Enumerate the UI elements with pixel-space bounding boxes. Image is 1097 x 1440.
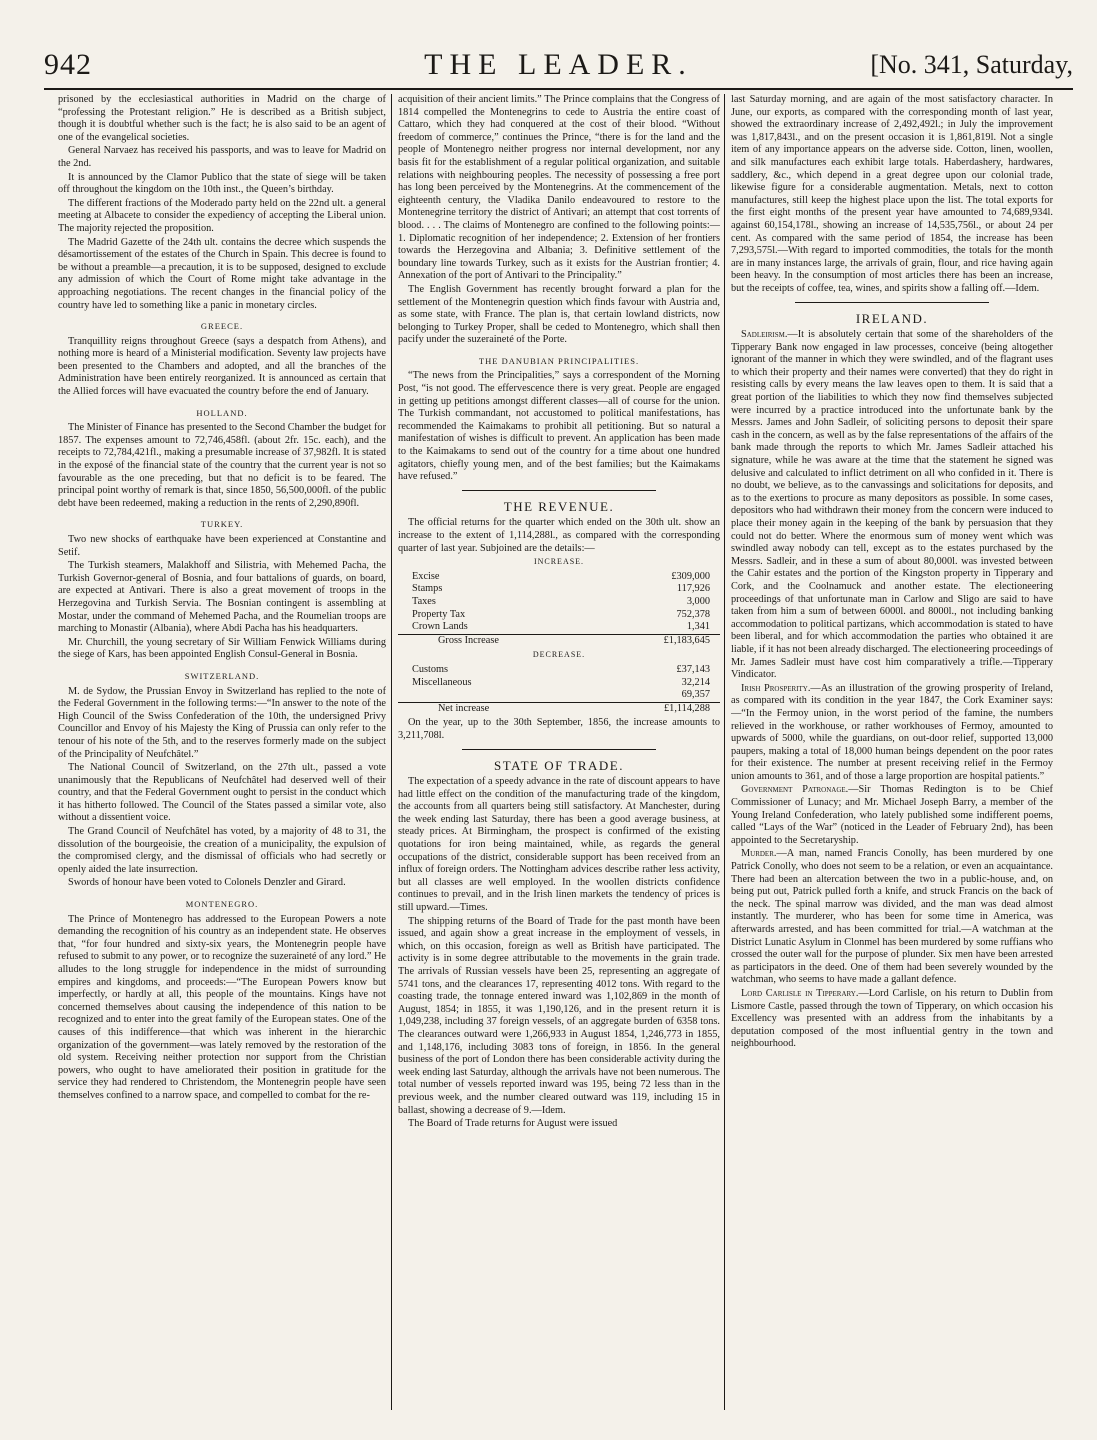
item-lead: Murder. (741, 848, 777, 860)
article-paragraph: The Board of Trade returns for August were issued (408, 1118, 618, 1130)
decrease-item: Miscellaneous (412, 676, 472, 688)
article-paragraph: M. de Sydow, the Prussian Envoy in Switzerland has replied to the note of the Federal Government in the following terms:—“In answer to the note of the High Council of the Swiss Confederation of the 10th, the undersigned Privy Councillor and Envoy of his Majesty the King of Prussia can only refer to the tenour of his note of the 5th, and to the reserves formerly made on the subject of the Principality of Neufchâtel.” (58, 685, 386, 760)
section-heading-revenue: THE REVENUE. (503, 498, 615, 514)
article-paragraph: The official returns for the quarter which ended on the 30th ult. show an increase to the extent of 1,114,288l., as compared with the corresponding quarter of last year. Subjoined are the details:— (398, 517, 720, 554)
net-row (398, 702, 720, 715)
item-lead: Irish Prosperity. (741, 682, 811, 694)
article-paragraph (731, 683, 1053, 784)
item-lead: Lord Carlisle in Tipperary. (741, 987, 859, 999)
article-paragraph: The English Government has recently brought forward a plan for the settlement of the Montenegrin question which finds favour with Austria and, as some state, with France. The plan is, that certain lowland districts, now belonging to Turkey Proper, shall be ceded to Montenegro, which shall then pacify under the suzeraineté of the Porte. (398, 283, 720, 346)
increase-heading: INCREASE. (533, 557, 585, 567)
item-lead: Sadleirism. (741, 329, 788, 341)
masthead-rule (44, 88, 1073, 90)
item-body: —Lord Carlisle, on his return to Dublin from Lismore Castle, passed through the town of Tipperary, on which occasion his Excellency was presented with an address from the inhabitants by a deputation composed of the most influential gentry in the town and neighbourhood. (731, 987, 1053, 1050)
article-paragraph (731, 848, 1053, 987)
article-paragraph (731, 329, 1053, 682)
decrease-item: Customs (412, 663, 449, 675)
item-body: —It is absolutely certain that some of the shareholders of the Tipperary Bank now engaged in law processes, conceive (being altogether ignorant of the manner in which they were swindled, and of the flagrant uses to which their property and their names were converted) that they do right in resisting calls by every means the law leaves open to them. It is said that a great portion of the liabilities to which they now find themselves subjected were incurred by a practice introduced into the unfortunate bank by the Messrs. James and John Sadleir, of soliciting persons to deposit their spare cash in the concern, as well as by the false representations of the affairs of the bank made through the reports to which Mr. James Sadleir attached his signature, while he was aware at the time that the statement he signed was delusive and calculated to inflict detriment on all who confided in it. There is no doubt, we believe, as to the canvassings and solicitations for deposits, and as to the exertions to procure as many depositors as possible. In some cases, depositors who had withdrawn their money from the concern were induced to place their money again in the keeping of the bank by persuasion that they could not do better. Where the enormous sum of money went which was swindled away nobody can tell, except as to the estates purchased by the Messrs. Sadleir, and in these a sum of about 80,000l. was invested between the Cahir estates and the portion of the Kingston property in Tipperary and Cork, and the Coolnamuck and another estate. The electioneering proceedings of that unfortunate man in Carlow and Sligo are said to have taken from him a sum of between 6000l. and 8000l., not including banking accommodation to political partizans, which accommodation is stated to have been liberal, and for which accommodation the parties who obtained it are liable, if it has not been already discharged. The electioneering proceedings of Mr. James Sadleir must have cost him comparatively a trifle.—Tipperary Vindicator. (731, 329, 1053, 681)
article-paragraph: Two new shocks of earthquake have been experienced at Constantine and Setif. (58, 534, 386, 558)
item-body: —Sir Thomas Redington is to be Chief Commissioner of Lunacy; and Mr. Michael Joseph Barry, a member of the Young Ireland Confederation, who lately published some indifferent poems, called “Lays of the War” (noticed in the Leader of February 2nd), has been appointed to the Secretaryship. (731, 784, 1053, 846)
item-lead: Government Patronage. (741, 784, 849, 796)
decrease-row (398, 664, 720, 677)
article-paragraph: General Narvaez has received his passports, and was to leave for Madrid on the 2nd. (58, 145, 386, 169)
article-paragraph: The Turkish steamers, Malakhoff and Silistria, with Mehemed Pacha, the Turkish Governor-general of Bosnia, and four battalions of guards, on board, are expected at Antivari. There is also a great movement of troops in the Herzegovina and Turkish Servia. The Bosnian contingent is assembling at Mostar, under the command of Mehemed Pacha, and the Roumelian troops are marching to Monastir (Albania), where Abdi Pacha has his headquarters. (58, 560, 386, 635)
increase-item: Taxes (412, 595, 436, 607)
article-paragraph: Tranquillity reigns throughout Greece (says a despatch from Athens), and nothing more is heard of a Ministerial modification. Seventy law projects have been presented to the Chambers and adopted, and all the branches of the Administration have been entirely reorganized. It is announced as certain that the Allied forces will have evacuated the country before the end of January. (58, 335, 386, 398)
item-body: —As an illustration of the growing prosperity of Ireland, as compared with its condition in the year 1847, the Cork Examiner says:—“In the Fermoy union, in the worst period of the famine, the numbers relieved in the workhouse, or rather workhouses of Fermoy, amounted to upwards of 5000, while the guardians, on out-door relief, supported 13,000 paupers, making a total of 18,000 human beings dependent on the poor rates for their existence. The number at present receiving relief in the Fermoy union amounts to 361, and of those a large proportion are hospital patients.” (731, 682, 1053, 782)
gross-amount: £1,183,645 (605, 634, 720, 647)
article-paragraph: The Minister of Finance has presented to the Second Chamber the budget for 1857. The expenses amount to 72,746,458fl. (about 2fr. 15c. each), and the receipts to 72,784,421fl., making a presumable increase of 37,982fl. It is stated in the exposé of the financial state of the country that the current year is not so favourable as the one preceding, but that no deficit is to be feared. The principal point worthy of remark is that, since 1850, 56,500,000fl. of the public debt have been redeemed, making a reduction in the rents of 2,290,890fl. (58, 422, 386, 509)
increase-item: Stamps (412, 583, 443, 595)
section-heading-montenegro: MONTENEGRO. (185, 899, 259, 910)
net-label: Net increase (398, 702, 598, 715)
article-paragraph: The Madrid Gazette of the 24th ult. contains the decree which suspends the désamortissement of the estates of the Church in Spain. This decree is found to be without a preamble—a precaution, it is to be supposed, designed to exclude any admission of which the Court of Rome might take advantage in the approaching negotiations. The recent changes in the financial policy of the country have led to something like a panic in monetary circles. (58, 236, 386, 311)
column-rule-1 (391, 94, 392, 1410)
article-paragraph: It is announced by the Clamor Publico that the state of siege will be taken off throughout the kingdom on the 10th inst., the Queen’s birthday. (58, 171, 386, 196)
increase-amount: 3,000 (686, 595, 710, 607)
increase-row (398, 596, 720, 609)
article-paragraph: The expectation of a speedy advance in the rate of discount appears to have had little effect on the condition of the manufacturing trade of the kingdom, the accounts from all quarters being still satisfactory. At Manchester, during the week ending last Saturday, there has been a good average business, at steady prices. At Birmingham, the prospect is confirmed of the existing quotations for iron being maintained, while, as regards the general occupations of the district, considerable support has been received from an influx of foreign orders. The Nottingham advices describe rather less activity, but all classes are well employed. In the woollen districts confidence continues to prevail, and in the Irish linen markets the tendency of prices is still upward.—Times. (398, 776, 720, 914)
article-paragraph: The different fractions of the Moderado party held on the 22nd ult. a general meeting at Albacete to consider the expediency of accepting the Liberal union. The majority rejected the proposition. (58, 197, 386, 234)
increase-item: Excise (412, 570, 440, 582)
increase-item: Property Tax (412, 608, 466, 620)
article-paragraph: prisoned by the ecclesiastical authorities in Madrid on the charge of “professing the Protestant religion.” He is described as a British subject, though it is doubtful whether such is the fact; he is also said to be an agent of one of the evangelical societies. (58, 94, 386, 143)
article-paragraph: last Saturday morning, and are again of the most satisfactory character. In June, our exports, as compared with the corresponding month of last year, showed the extraordinary increase of 2,492,492l.; in July the improvement was 1,817,843l., and on the present occasion it is 1,861,819l. Not a single item of any importance appears on the adverse side. Cotton, linen, woollen, and silk manufactures each exhibit large totals. Haberdashery, hardwares, saddlery, &c., which depend in a great degree upon our colonial trade, likewise figure for a considerable augmentation. Metals, next to cotton manufactures, still keep the highest place upon the list. The total exports for the first eight months of the present year have amounted to 74,689,934l. against 60,154,178l., showing an increase of 14,535,756l., or about 24 per cent. As compared with the same period of 1854, the increase has been 7,293,575l.—With regard to imported commodities, the totals for the month are in many instances large, the arrivals of grain, flour, and rice having again been heavy. In the consumption of most articles there has been an increase, but the receipts of coffee, tea, wines, and spirits show a falling off.—Idem. (731, 94, 1053, 294)
section-divider (462, 749, 655, 750)
section-heading-danubian: THE DANUBIAN PRINCIPALITIES. (478, 355, 640, 366)
section-heading-ireland: IRELAND. (855, 310, 929, 326)
increase-amount: £309,000 (671, 570, 710, 582)
column-2 (398, 94, 720, 1410)
article-paragraph (731, 784, 1053, 847)
increase-row (398, 621, 720, 634)
page-number: 942 (44, 48, 92, 81)
section-heading-greece: GREECE. (200, 321, 244, 332)
section-heading-turkey: TURKEY. (200, 519, 244, 530)
article-paragraph: On the year, up to the 30th September, 1856, the increase amounts to 3,211,708l. (398, 717, 720, 741)
article-paragraph: The shipping returns of the Board of Trade for the past month have been issued, and again show a great increase in the employment of vessels, in which, on this occasion, foreign as well as British have participated. The activity is in some degree attributable to the movements in the grain trade. The arrivals of Russian vessels have been 25, representing an aggregate of 5741 tons, and the clearances 17, representing 4012 tons. With regard to the coasting trade, the tonnage entered inward was 1,102,869 in the month of August, 1854; in 1855, it was 1,190,126, and in the present return it is 1,049,238, including 37 foreign vessels, of an aggregate burden of 6358 tons. The clearances outward were 1,266,933 in August 1854, 1,246,773 in 1855, and 1,148,176, including 3083 tons of foreign, in 1856. In the general business of the port of London there has been considerable activity during the week ending last Saturday, although the arrivals have not been numerous. The total number of vessels reported inward was 195, being 72 less than in the previous week, and the number cleared outward was 119, including 15 in ballast, showing a decrease of 9.—Idem. (398, 915, 720, 1116)
section-heading-trade: STATE OF TRADE. (494, 757, 624, 773)
article-paragraph: The Grand Council of Neufchâtel has voted, by a majority of 48 to 31, the dissolution of the bourgeoisie, the creation of a municipality, the expulsion of the compromised clergy, and the dismissal of officials who had secretly or openly aided the late insurrection. (58, 826, 386, 875)
gross-row (398, 634, 720, 647)
increase-table (398, 571, 720, 648)
article-paragraph: The Prince of Montenegro has addressed to the European Powers a note demanding the recognition of his country as an independent state. He observes that, “for four hundred and sixty-six years, the Montenegrin people have refused to submit to any power, or to recognize the suzeraineté of any lord.” He alludes to the long struggle for independence in the midst of surrounding empires and kingdoms, and proceeds:—“The European Powers know but imperfectly, or hardly at all, this people of the mountains. Kings have not concerned themselves about causing the independence of this nation to be recognized and to enter into the great family of the European states. One of the causes of this indifference—that which was inherent in the hierarchic organization of the government—was lately removed by the restoration of the old system. Receiving neither protection nor support from the Christian powers, who ought to have ameliorated their position in gratitude for the service they had rendered to Christendom, the Montenegrin people have seen themselves confined to a narrow space, and compelled to combat for the re- (58, 913, 386, 1101)
masthead (44, 48, 1073, 84)
article-paragraph (731, 988, 1053, 1051)
decrease-amount: 32,214 (681, 676, 710, 688)
section-heading-holland: HOLLAND. (196, 407, 248, 418)
decrease-amount: £37,143 (676, 663, 710, 675)
section-divider (462, 490, 655, 491)
section-heading-switzerland: SWITZERLAND. (184, 670, 260, 681)
gross-label: Gross Increase (398, 634, 605, 647)
article-paragraph: The National Council of Switzerland, on the 27th ult., passed a vote unanimously that the Republicans of Neufchâtel had deserved well of their country, and that the Federal Government ought to persist in the conduct which it has hitherto followed. The Council of the States passed a similar vote, also without a dissentient voice. (58, 762, 386, 824)
increase-amount: 117,926 (676, 583, 710, 595)
decrease-table (398, 664, 720, 715)
section-divider (795, 302, 988, 303)
decrease-total: 69,357 (681, 689, 710, 701)
column-3 (731, 94, 1053, 1410)
newspaper-title: THE LEADER. (424, 48, 693, 81)
column-1 (58, 94, 386, 1410)
decrease-heading: DECREASE. (532, 650, 586, 660)
increase-row (398, 571, 720, 584)
article-paragraph: Mr. Churchill, the young secretary of Sir William Fenwick Williams during the siege of Kars, has been appointed English Consul-General in Bosnia. (58, 636, 386, 661)
increase-row (398, 583, 720, 596)
increase-amount: 752,378 (676, 608, 710, 620)
article-paragraph: acquisition of their ancient limits.” The Prince complains that the Congress of 1814 compelled the Montenegrins to cede to Austria the entire coast of Cattaro, which they had conquered at the cost of their blood. “Without freedom of commerce,” continues the Prince, “there is for the land and the people of Montenegro neither progress nor internal development, nor any basis fit for the establishment of a regular political organization, and suitable relations with neighbouring peoples. The necessity of possessing a free port has long been perceived by the Montenegrins. At the commencement of the eighteenth century, the Vladika Danilo endeavoured to restore to the Montenegrine territory the district of Antivari; an attempt that cost torrents of blood. . . . The claims of Montenegro are confined to the following points:—1. Diplomatic recognition of her independence; 2. Extension of her frontiers towards the Herzegovina and Albania; 3. Definitive settlement of the boundary line towards Turkey, such as it exists for the Austrian frontier; 4. Annexation of the port of Antivari to the Principality.” (398, 94, 720, 282)
increase-amount: 1,341 (686, 621, 710, 633)
column-rule-2 (724, 94, 725, 1410)
decrease-total-row (398, 689, 720, 702)
net-amount: £1,114,288 (598, 702, 720, 715)
decrease-row (398, 677, 720, 690)
item-body: —A man, named Francis Conolly, has been murdered by one Patrick Conolly, who does not seem to be a relation, or even an acquaintance. There had been an altercation between the two in a public-house, and, on being put out, Patrick pulled forth a knife, and struck Francis on the back of the neck. The spinal marrow was divided, and the man was dead almost instantly. The murderer, who has been for some time in America, was afterwards arrested, and has been committed for trial.—A watchman at the District Lunatic Asylum in Clonmel has been murdered by some ruffians who crossed the outer wall for the purpose of plunder. Six men have been arrested as participators in the deed. One of them had been severely wounded by the watchman, who seems to have made a gallant defence. (731, 848, 1053, 986)
increase-row (398, 609, 720, 622)
article-paragraph: “The news from the Principalities,” says a correspondent of the Morning Post, “is not good. The effervescence there is very great. People are engaged in getting up petitions amongst different classes—all of course for the union. The Turkish commandant, not accustomed to political manifestations, has recommended the Kaimakams to prohibit all petitioning. But so natural a manifestation of wishes is difficult to prevent. An application has been made to the Kaimakams to send out of the country for a time about one hundred agitators, chiefly young men, and of the best families; but the Kaimakams have refused.” (398, 370, 720, 483)
issue-number: [No. 341, Saturday, (870, 50, 1073, 79)
increase-item: Crown Lands (412, 621, 468, 633)
article-paragraph: Swords of honour have been voted to Colonels Denzler and Girard. (68, 877, 346, 889)
